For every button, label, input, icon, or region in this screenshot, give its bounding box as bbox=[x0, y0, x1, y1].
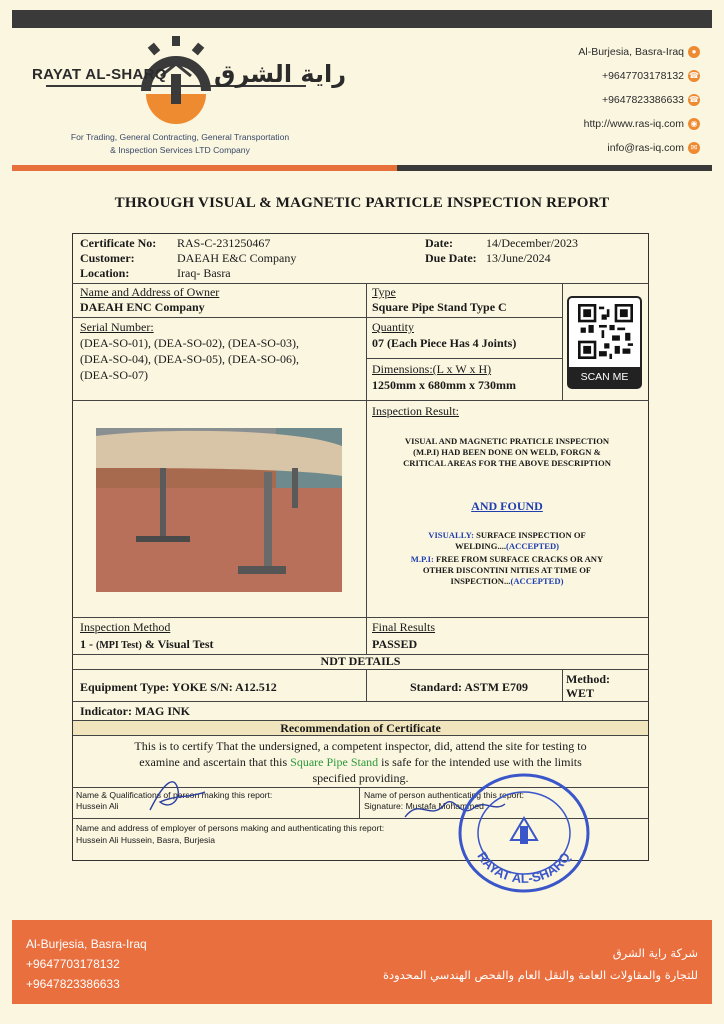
due-date-label: Due Date: bbox=[425, 251, 477, 265]
company-tagline bbox=[30, 131, 330, 157]
result-line-1: VISUAL AND MAGNETIC PRATICLE INSPECTION bbox=[404, 436, 610, 446]
divider bbox=[359, 787, 360, 818]
inspector-signature bbox=[140, 770, 210, 822]
method-suffix: & Visual Test bbox=[141, 637, 214, 651]
contact-email[interactable] bbox=[500, 136, 700, 160]
stamp-text: RAYAT AL-SHARQ bbox=[474, 848, 574, 886]
standard-value: Standard: ASTM E709 bbox=[410, 680, 529, 694]
company-name-en: RAYAT AL-SHARQ bbox=[32, 66, 167, 83]
serial-line-1: (DEA-SO-01), (DEA-SO-02), (DEA-SO-03), bbox=[80, 336, 299, 350]
visual-accepted: (ACCEPTED) bbox=[506, 541, 560, 551]
serial-label: Serial Number: bbox=[80, 320, 154, 334]
tagline-line-2: & Inspection Services LTD Company bbox=[110, 145, 250, 155]
divider bbox=[366, 317, 562, 318]
person-label: Name & Qualifications of person making this report: bbox=[76, 790, 273, 800]
result-description bbox=[372, 436, 642, 469]
phone-icon: ☎ bbox=[689, 71, 699, 80]
type-value: Square Pipe Stand Type C bbox=[372, 300, 507, 314]
contact-address bbox=[500, 40, 700, 64]
dimensions-label: Dimensions:(L x W x H) bbox=[372, 362, 492, 376]
equipment-type: Equipment Type: YOKE S/N: A12.512 bbox=[80, 680, 277, 694]
footer-phone-2[interactable]: +9647823386633 bbox=[26, 977, 120, 991]
divider bbox=[366, 669, 367, 701]
cert-text-2a: examine and ascertain that this bbox=[139, 755, 291, 769]
mpi-text-2: OTHER DISCONTINI NITIES AT TIME OF bbox=[422, 565, 592, 575]
indicator-value: Indicator: MAG INK bbox=[80, 704, 190, 718]
location-value: Iraq- Basra bbox=[177, 266, 231, 280]
quantity-value: 07 (Each Piece Has 4 Joints) bbox=[372, 336, 517, 350]
mpi-result bbox=[372, 554, 642, 587]
result-line-3: CRITICAL AREAS FOR THE ABOVE DESCRIPTION bbox=[403, 458, 611, 468]
footer-contacts bbox=[26, 934, 147, 994]
footer-address: Al-Burjesia, Basra-Iraq bbox=[26, 937, 147, 951]
certificate-no: RAS-C-231250467 bbox=[177, 236, 271, 250]
qr-code-card[interactable] bbox=[567, 296, 642, 389]
method-prefix: 1 - bbox=[80, 637, 96, 651]
contact-website[interactable] bbox=[500, 112, 700, 136]
mpi-text-3: INSPECTION... bbox=[450, 576, 511, 586]
divider bbox=[366, 400, 367, 654]
owner-value: DAEAH ENC Company bbox=[80, 300, 205, 314]
mpi-label: M.P.I: bbox=[410, 554, 434, 564]
footer bbox=[12, 920, 712, 1004]
and-found-heading: AND FOUND bbox=[471, 499, 543, 513]
customer-label: Customer: bbox=[80, 251, 135, 265]
qr-code-icon bbox=[578, 304, 633, 359]
date-label: Date: bbox=[425, 236, 453, 250]
serial-line-3: (DEA-SO-07) bbox=[80, 368, 148, 382]
top-bar bbox=[12, 10, 712, 28]
contact-phone-2[interactable] bbox=[500, 88, 700, 112]
location-label: Location: bbox=[80, 266, 130, 280]
person-value: Hussein Ali bbox=[76, 801, 119, 811]
employer-label: Name and address of employer of persons making and authenticating this report: bbox=[76, 823, 385, 833]
divider bbox=[72, 617, 649, 618]
cert-text-product: Square Pipe Stand bbox=[290, 755, 379, 769]
tagline-line-1: For Trading, General Contracting, General Transportation bbox=[70, 132, 290, 142]
ndt-title: NDT DETAILS bbox=[320, 654, 401, 668]
owner-label: Name and Address of Owner bbox=[80, 285, 220, 299]
mail-icon: ✉ bbox=[688, 142, 700, 154]
cert-text-2c: is safe for the intended use with the limits bbox=[378, 755, 582, 769]
recommendation-title: Recommendation of Certificate bbox=[280, 721, 441, 735]
visually-label: VISUALLY: bbox=[428, 530, 474, 540]
website-link[interactable]: http://www.ras-iq.com bbox=[583, 118, 684, 130]
auth-value: Signature: Mustafa Mohammed bbox=[364, 801, 484, 811]
phone1-text[interactable]: +9647703178132 bbox=[601, 70, 684, 82]
divider bbox=[72, 317, 366, 318]
scan-me-label: SCAN ME bbox=[569, 367, 640, 387]
email-link[interactable]: info@ras-iq.com bbox=[607, 142, 684, 154]
divider bbox=[72, 400, 649, 401]
employer-value: Hussein Ali Hussein, Basra, Burjesia bbox=[76, 835, 215, 845]
divider bbox=[562, 283, 563, 400]
final-results-value: PASSED bbox=[372, 637, 418, 651]
serial-line-2: (DEA-SO-04), (DEA-SO-05), (DEA-SO-06), bbox=[80, 352, 299, 366]
visually-text-2: WELDING.... bbox=[454, 541, 507, 551]
certificate-label: Certificate No: bbox=[80, 236, 157, 250]
divider bbox=[366, 283, 367, 400]
header-contacts bbox=[500, 40, 700, 160]
type-label: Type bbox=[372, 285, 396, 299]
cert-text-line-2 bbox=[72, 755, 649, 769]
method-mpi: (MPI Test) bbox=[96, 640, 142, 651]
cert-text-line-3: specified providing. bbox=[312, 771, 409, 785]
auth-label: Name of person authenticating this report: bbox=[364, 790, 525, 800]
final-results-label: Final Results bbox=[372, 620, 436, 634]
footer-ar-line-2: للتجارة والمقاولات العامة والنقل العام والفحص الهندسي المحدودة bbox=[382, 968, 698, 982]
dimensions-value: 1250mm x 680mm x 730mm bbox=[372, 378, 516, 392]
company-stamp bbox=[456, 770, 592, 896]
date-value: 14/December/2023 bbox=[486, 236, 578, 250]
mpi-text-1: FREE FROM SURFACE CRACKS OR ANY bbox=[436, 554, 604, 564]
location-pin-icon: ● bbox=[688, 46, 700, 58]
footer-arabic bbox=[383, 942, 698, 986]
report-title: THROUGH VISUAL & MAGNETIC PARTICLE INSPECTION REPORT bbox=[114, 195, 610, 211]
due-date-value: 13/June/2024 bbox=[486, 251, 551, 265]
method-value bbox=[80, 637, 214, 653]
phone-icon: ☎ bbox=[689, 95, 699, 104]
cert-text-line-1: This is to certify That the undersigned, a competent inspector, did, attend the site for testing to bbox=[134, 739, 587, 753]
mpi-accepted: (ACCEPTED) bbox=[510, 576, 564, 586]
visually-text-1: SURFACE INSPECTION OF bbox=[476, 530, 586, 540]
globe-icon: ◉ bbox=[688, 118, 700, 130]
header-band bbox=[12, 165, 712, 171]
method-label: Inspection Method bbox=[80, 620, 171, 634]
customer-value: DAEAH E&C Company bbox=[177, 251, 297, 265]
divider bbox=[366, 358, 562, 359]
phone2-text[interactable]: +9647823386633 bbox=[601, 94, 684, 106]
footer-phone-1[interactable]: +9647703178132 bbox=[26, 957, 120, 971]
contact-phone-1[interactable] bbox=[500, 64, 700, 88]
quantity-label: Quantity bbox=[372, 320, 414, 334]
visual-result bbox=[372, 530, 642, 552]
divider bbox=[72, 701, 649, 702]
method-ndt-label: Method: bbox=[566, 672, 610, 686]
divider bbox=[562, 669, 563, 701]
address-text: Al-Burjesia, Basra-Iraq bbox=[578, 46, 684, 58]
company-name-ar: راية الشرق bbox=[214, 60, 347, 88]
inspection-result-label: Inspection Result: bbox=[372, 404, 459, 418]
method-ndt-value: WET bbox=[566, 686, 595, 700]
pipe-stand-photo bbox=[96, 428, 342, 592]
result-line-2: (M.P.I) HAD BEEN DONE ON WELD, FORGN & bbox=[413, 447, 601, 457]
footer-ar-line-1: شركة راية الشرق bbox=[612, 946, 698, 960]
